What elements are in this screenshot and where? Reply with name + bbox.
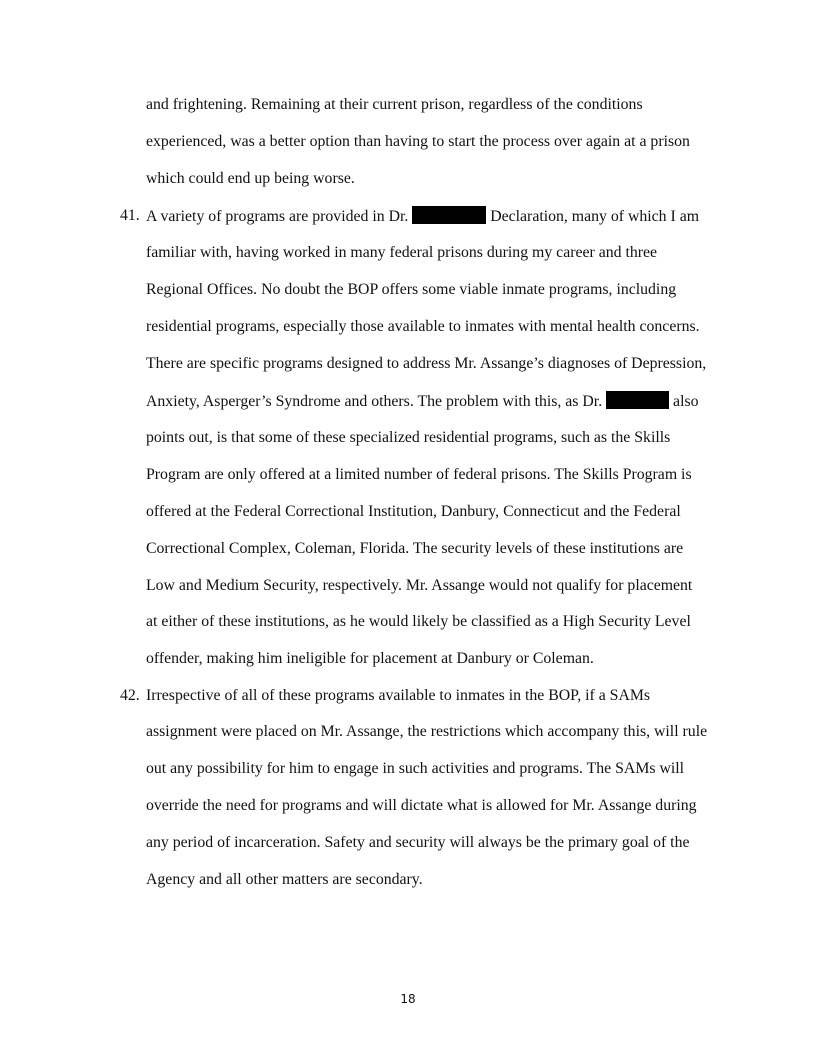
paragraph-number: 41.: [120, 207, 140, 224]
text-segment: Anxiety, Asperger’s Syndrome and others. The problem with this, as Dr.: [146, 393, 607, 410]
text-line: points out, is that some of these specialized residential programs, such as the Skills: [146, 429, 671, 446]
text-line: and frightening. Remaining at their current prison, regardless of the conditions: [146, 96, 643, 113]
text-line: which could end up being worse.: [146, 170, 355, 187]
text-line: Irrespective of all of these programs available to inmates in the BOP, if a SAMs: [146, 687, 651, 704]
text-segment: A variety of programs are provided in Dr.: [146, 208, 413, 225]
paragraph-number: 42.: [120, 687, 140, 704]
text-segment: Declaration, many of which I am: [486, 208, 700, 225]
redaction-box: [412, 206, 486, 224]
text-line: Low and Medium Security, respectively. Mr. Assange would not qualify for placement: [146, 577, 693, 594]
text-line: Program are only offered at a limited number of federal prisons. The Skills Program is: [146, 466, 692, 483]
text-segment: also: [669, 393, 699, 410]
text-line: out any possibility for him to engage in such activities and programs. The SAMs will: [146, 760, 685, 777]
text-line: at either of these institutions, as he would likely be classified as a High Security Level: [146, 613, 691, 630]
text-line: experienced, was a better option than having to start the process over again at a prison: [146, 133, 690, 150]
text-line: override the need for programs and will dictate what is allowed for Mr. Assange during: [146, 797, 697, 814]
text-line: residential programs, especially those available to inmates with mental health concerns.: [146, 318, 700, 335]
text-line: offender, making him ineligible for placement at Danbury or Coleman.: [146, 650, 594, 667]
text-line: any period of incarceration. Safety and security will always be the primary goal of the: [146, 834, 690, 851]
text-line: There are specific programs designed to address Mr. Assange’s diagnoses of Depression,: [146, 355, 707, 372]
page-number: 18: [400, 992, 416, 1006]
text-line: [146, 206, 699, 227]
text-line: Correctional Complex, Coleman, Florida. The security levels of these institutions are: [146, 540, 684, 557]
text-line: familiar with, having worked in many federal prisons during my career and three: [146, 244, 658, 261]
text-line: [146, 391, 699, 412]
text-line: Regional Offices. No doubt the BOP offers some viable inmate programs, including: [146, 281, 677, 298]
text-line: offered at the Federal Correctional Institution, Danbury, Connecticut and the Federal: [146, 503, 681, 520]
redaction-box: [606, 391, 669, 409]
text-line: Agency and all other matters are secondary.: [146, 871, 423, 888]
text-line: assignment were placed on Mr. Assange, the restrictions which accompany this, will rule: [146, 723, 708, 740]
